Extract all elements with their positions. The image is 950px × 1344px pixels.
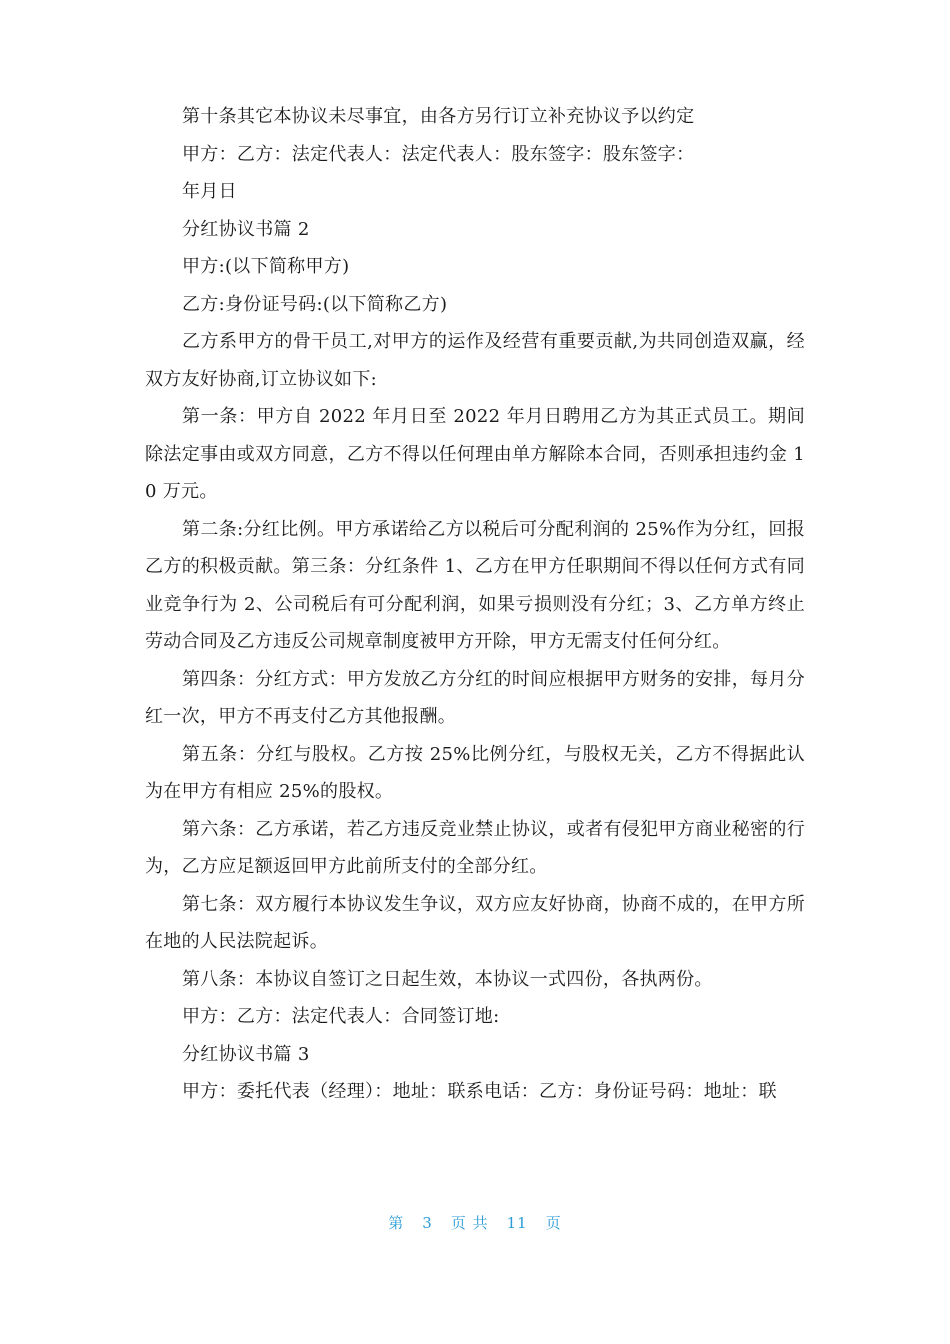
page-footer [0, 1212, 950, 1233]
paragraph-date: 年月日 [182, 181, 237, 202]
paragraph-article-5: 第五条：分红与股权。乙方按 25%比例分红，与股权无关，乙方不得据此认为在甲方有相应 25%的股权。 [145, 743, 805, 802]
section-heading-2: 分红协议书篇 2 [182, 218, 310, 240]
footer-ye: 页 [545, 1214, 562, 1232]
footer-ye-gong: 页 共 [450, 1214, 489, 1232]
paragraph-article-8: 第八条：本协议自签订之日起生效，本协议一式四份，各执两份。 [182, 968, 713, 990]
paragraph-article-7: 第七条：双方履行本协议发生争议，双方应友好协商，协商不成的，在甲方所在地的人民法院起诉。 [145, 893, 805, 952]
paragraph-article-2-3: 第二条:分红比例。甲方承诺给乙方以税后可分配利润的 25%作为分红，回报乙方的积极贡献。第三条：分红条件 1、乙方在甲方任职期间不得以任何方式有同业竞争行为 2、公司税后有可分配利润，如果亏损则没有分红；3、乙方单方终止劳动合同及乙方违反公司规章制度被甲方开除，甲方无需支付任何分红。 [145, 518, 805, 652]
footer-current-page: 3 [422, 1214, 433, 1232]
paragraph-signatures-2: 甲方：乙方：法定代表人：合同签订地: [182, 1006, 500, 1027]
paragraph-article-10: 第十条其它本协议未尽事宜，由各方另行订立补充协议予以约定 [182, 106, 695, 127]
paragraph-parties-3: 甲方：委托代表（经理）：地址：联系电话：乙方：身份证号码：地址：联 [182, 1081, 777, 1102]
document-body [145, 98, 805, 1111]
paragraph-article-4: 第四条：分红方式：甲方发放乙方分红的时间应根据甲方财务的安排，每月分红一次，甲方不再支付乙方其他报酬。 [145, 668, 805, 727]
paragraph-party-a: 甲方:(以下简称甲方) [182, 256, 350, 277]
paragraph-party-b: 乙方:身份证号码:(以下简称乙方) [182, 293, 448, 315]
section-heading-3: 分红协议书篇 3 [182, 1043, 310, 1065]
paragraph-preamble: 乙方系甲方的骨干员工,对甲方的运作及经营有重要贡献,为共同创造双赢，经双方友好协商,订立协议如下: [145, 331, 805, 390]
paragraph-article-1: 第一条：甲方自 2022 年月日至 2022 年月日聘用乙方为其正式员工。期间除法定事由或双方同意，乙方不得以任何理由单方解除本合同，否则承担违约金 10 万元。 [145, 406, 805, 502]
footer-di: 第 [388, 1214, 405, 1232]
footer-total-pages: 11 [506, 1214, 528, 1232]
paragraph-article-6: 第六条：乙方承诺，若乙方违反竞业禁止协议，或者有侵犯甲方商业秘密的行为，乙方应足额返回甲方此前所支付的全部分红。 [145, 818, 805, 877]
paragraph-signatures-1: 甲方：乙方：法定代表人：法定代表人：股东签字：股东签字： [182, 143, 695, 165]
